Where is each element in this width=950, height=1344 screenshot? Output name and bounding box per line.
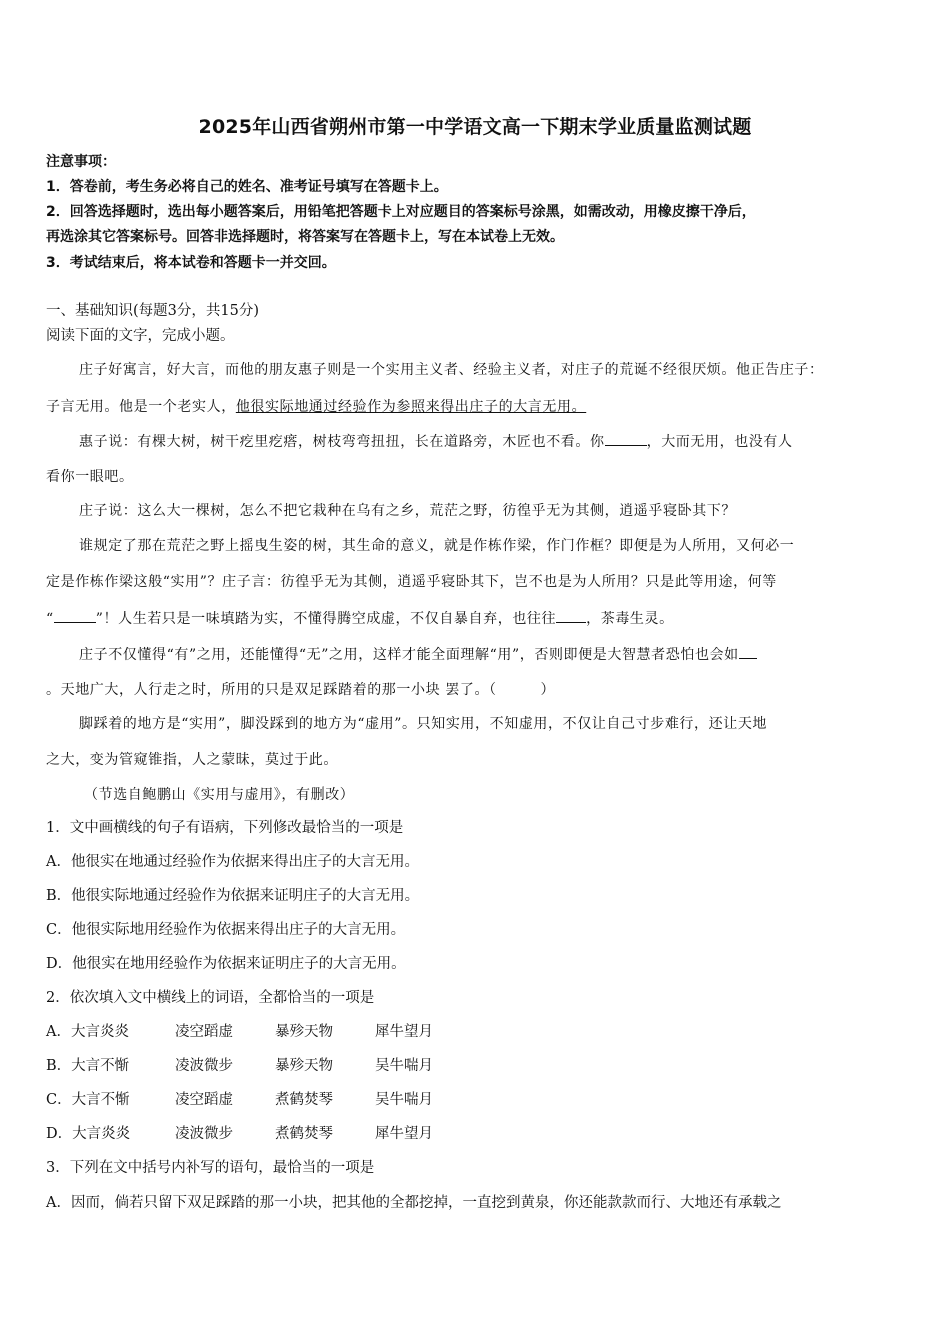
passage-p1-line2	[46, 397, 586, 417]
option-term: 犀牛望月	[375, 1024, 433, 1040]
option-term: 凌波微步	[175, 1126, 233, 1142]
section-instruction: 阅读下面的文字，完成小题。	[46, 328, 235, 344]
option-label: C．大言不惭	[46, 1092, 130, 1108]
passage-text: 惠子说：有棵大树，树干疙里疙瘩，树枝弯弯扭扭，长在道路旁，木匠也不看。你	[79, 434, 605, 450]
question-3-option-a: A．因而，倘若只留下双足踩踏的那一小块，把其他的全都挖掉，一直挖到黄泉，你还能款款而行、大地还有承载之	[46, 1195, 782, 1211]
notice-item-2: 2．回答选择题时，选出每小题答案后，用铅笔把答题卡上对应题目的答案标号涂黑，如需改动，用橡皮擦干净后，	[46, 204, 756, 220]
option-label: B．大言不惭	[46, 1058, 130, 1074]
notice-item-3: 3．考试结束后，将本试卷和答题卡一并交回。	[46, 255, 336, 271]
passage-p6-line1: 脚踩着的地方是“实用”，脚没踩到的地方为“虚用”。只知实用，不知虚用，不仅让自己寸步难行，还让天地	[79, 716, 768, 732]
question-1-option-c: C．他很实际地用经验作为依据来得出庄子的大言无用。	[46, 922, 406, 938]
passage-text: 庄子不仅懂得“有”之用，还能懂得“无”之用，这样才能全面理解“用”，否则即便是大智慧者恐怕也会如	[79, 647, 739, 663]
question-2-option-b	[46, 1056, 433, 1076]
question-1-option-a: A．他很实在地通过经验作为依据来得出庄子的大言无用。	[46, 854, 419, 870]
option-term: 犀牛望月	[375, 1126, 433, 1142]
question-3-stem: 3．下列在文中括号内补写的语句，最恰当的一项是	[46, 1160, 375, 1176]
underlined-sentence: 他很实际地通过经验作为参照来得出庄子的大言无用。	[235, 399, 587, 415]
passage-p5-line1	[79, 644, 757, 665]
page-title: 2025年山西省朔州市第一中学语文高一下期末学业质量监测试题	[198, 116, 752, 138]
passage-text: ，茶毒生灵。	[586, 611, 674, 627]
section-heading: 一、基础知识(每题3分，共15分)	[46, 303, 259, 319]
option-term: 暴殄天物	[275, 1024, 333, 1040]
option-term: 凌波微步	[175, 1058, 233, 1074]
passage-text: ，大而无用，也没有人	[646, 434, 793, 450]
passage-source: （节选自鲍鹏山《实用与虚用》，有删改）	[84, 787, 355, 803]
question-1-option-b: B．他很实际地通过经验作为依据来证明庄子的大言无用。	[46, 888, 420, 904]
passage-p4-line3	[46, 608, 674, 629]
fill-blank-3	[556, 608, 586, 623]
option-label: A．大言炎炎	[46, 1024, 129, 1040]
option-term: 吴牛喘月	[375, 1092, 433, 1108]
passage-text: 子言无用。他是一个老实人，	[46, 399, 236, 415]
passage-p1-line1: 庄子好寓言，好大言，而他的朋友惠子则是一个实用主义者、经验主义者，对庄子的荒诞不经很厌烦。他正告庄子：	[79, 362, 824, 378]
question-1-stem: 1．文中画横线的句子有语病，下列修改最恰当的一项是	[46, 820, 404, 836]
question-2-option-c	[46, 1090, 433, 1110]
question-2-option-a	[46, 1022, 433, 1042]
fill-blank-4	[739, 644, 757, 659]
question-2-option-d	[46, 1124, 433, 1144]
passage-text: ”！人生若只是一味填踏为实，不懂得腾空成虚，不仅自暴自弃，也往往	[95, 611, 557, 627]
option-term: 凌空蹈虚	[175, 1092, 233, 1108]
passage-p2-line1	[79, 431, 793, 452]
passage-p4-line2: 定是作栋作梁这般“实用”？庄子言：彷徨乎无为其侧，逍遥乎寝卧其下，岂不也是为人所用？只是此等用途，何等	[46, 574, 777, 590]
option-term: 煮鹤焚琴	[275, 1092, 333, 1108]
notice-heading: 注意事项：	[46, 154, 116, 170]
passage-p4-line1: 谁规定了那在荒茫之野上摇曳生姿的树，其生命的意义，就是作栋作梁，作门作框？即便是为人所用，又何必一	[79, 538, 795, 554]
notice-item-1: 1．答卷前，考生务必将自己的姓名、准考证号填写在答题卡上。	[46, 179, 448, 195]
option-term: 煮鹤焚琴	[275, 1126, 333, 1142]
passage-p2-line2: 看你一眼吧。	[46, 469, 134, 485]
option-label: D．大言炎炎	[46, 1126, 131, 1142]
fill-blank-1	[605, 431, 647, 446]
notice-item-2-cont: 再选涂其它答案标号。回答非选择题时，将答案写在答题卡上，写在本试卷上无效。	[46, 229, 564, 245]
passage-text: “	[46, 611, 54, 627]
question-2-stem: 2．依次填入文中横线上的词语，全都恰当的一项是	[46, 990, 375, 1006]
option-term: 暴殄天物	[275, 1058, 333, 1074]
passage-p5-line2: 。天地广大，人行走之时，所用的只是双足踩踏着的那一小块 罢了。（ ）	[46, 682, 556, 698]
option-term: 吴牛喘月	[375, 1058, 433, 1074]
fill-blank-2	[54, 608, 96, 623]
option-term: 凌空蹈虚	[175, 1024, 233, 1040]
passage-p3: 庄子说：这么大一棵树，怎么不把它栽种在乌有之乡，荒茫之野，彷徨乎无为其侧，逍遥乎寝卧其下？	[79, 503, 736, 519]
question-1-option-d: D．他很实在地用经验作为依据来证明庄子的大言无用。	[46, 956, 406, 972]
passage-p6-line2: 之大，变为管窥锥指，人之蒙昧，莫过于此。	[46, 752, 338, 768]
